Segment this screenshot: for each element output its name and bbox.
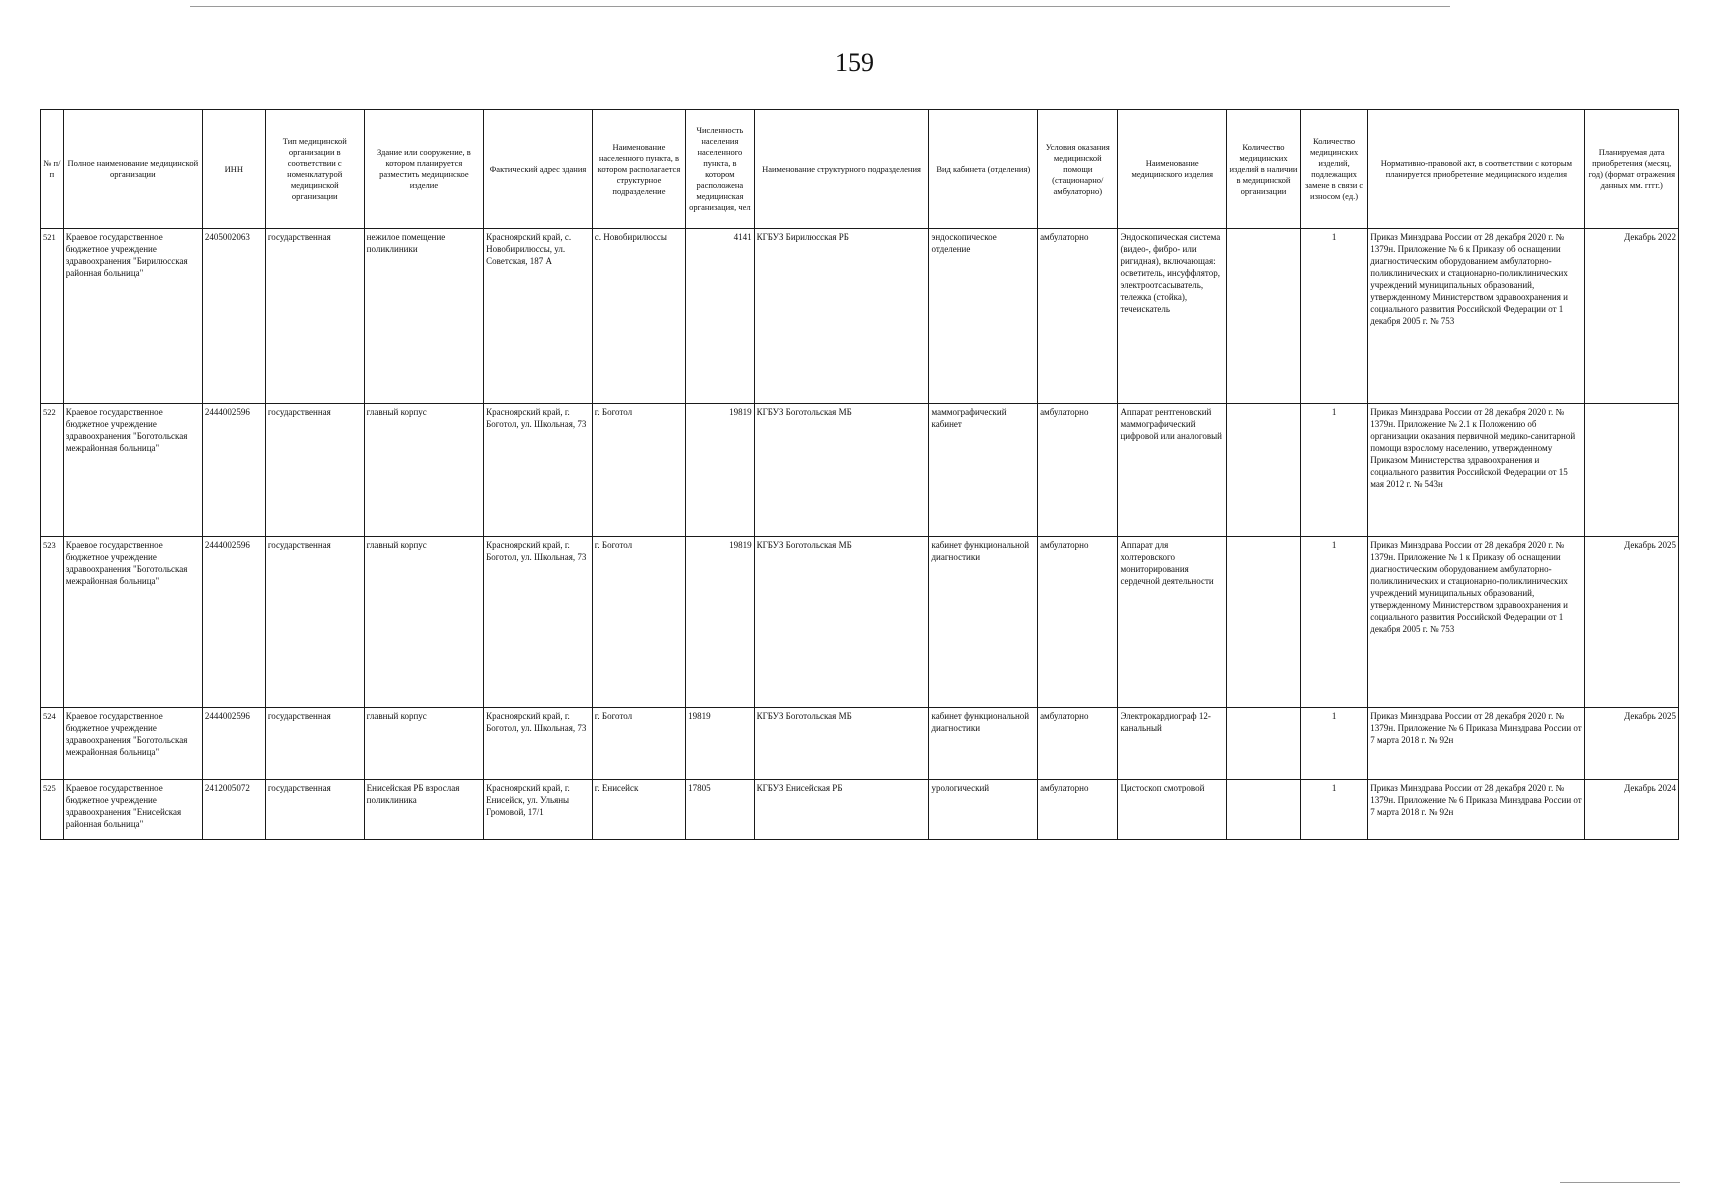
cell-division: КГБУЗ Боготольская МБ <box>754 708 929 780</box>
page-number: 159 <box>835 48 874 77</box>
cell-replace: 1 <box>1300 537 1367 708</box>
cell-in-stock <box>1227 404 1301 537</box>
cell-device: Аппарат рентгеновский маммографический цифровой или аналоговый <box>1118 404 1227 537</box>
cell-address: Красноярский край, с. Новобирилюссы, ул. Советская, 187 А <box>484 229 593 404</box>
cell-inn: 2405002063 <box>202 229 265 404</box>
cell-conditions: амбулаторно <box>1038 537 1118 708</box>
cell-settlement: г. Боготол <box>592 708 685 780</box>
header-conditions: Условия оказания медицинской помощи (стационарно/ амбулаторно) <box>1038 110 1118 229</box>
cell-in-stock <box>1227 780 1301 840</box>
header-settlement: Наименование населенного пункта, в котором располагается структурное подразделение <box>592 110 685 229</box>
cell-cabinet: кабинет функциональной диагностики <box>929 537 1038 708</box>
cell-address: Красноярский край, г. Боготол, ул. Школьная, 73 <box>484 537 593 708</box>
cell-type: государственная <box>265 229 364 404</box>
header-division: Наименование структурного подразделения <box>754 110 929 229</box>
cell-type: государственная <box>265 404 364 537</box>
cell-org: Краевое государственное бюджетное учреждение здравоохранения "Боготольская межрайонная больница" <box>63 404 202 537</box>
header-type: Тип медицинской организации в соответствии с номенклатурой медицинской организации <box>265 110 364 229</box>
medical-equipment-table <box>40 109 1679 840</box>
cell-num: 522 <box>41 404 64 537</box>
cell-building: Енисейская РБ взрослая поликлиника <box>364 780 483 840</box>
cell-date: Декабрь 2022 <box>1585 229 1679 404</box>
header-address: Фактический адрес здания <box>484 110 593 229</box>
cell-replace: 1 <box>1300 780 1367 840</box>
header-inn: ИНН <box>202 110 265 229</box>
table-row <box>41 404 1679 537</box>
cell-settlement: г. Енисейск <box>592 780 685 840</box>
cell-type: государственная <box>265 537 364 708</box>
cell-settlement: г. Боготол <box>592 404 685 537</box>
cell-inn: 2444002596 <box>202 708 265 780</box>
header-device: Наименование медицинского изделия <box>1118 110 1227 229</box>
cell-cabinet: маммографический кабинет <box>929 404 1038 537</box>
table-row <box>41 708 1679 780</box>
header-replace: Количество медицинских изделий, подлежащих замене в связи с износом (ед.) <box>1300 110 1367 229</box>
header-in-stock: Количество медицинских изделий в наличии в медицинской организации <box>1227 110 1301 229</box>
cell-cabinet: эндоскопическое отделение <box>929 229 1038 404</box>
cell-date: Декабрь 2025 <box>1585 708 1679 780</box>
cell-date: Декабрь 2025 <box>1585 537 1679 708</box>
cell-population: 19819 <box>686 404 754 537</box>
cell-population: 19819 <box>686 708 754 780</box>
cell-device: Электрокардиограф 12-канальный <box>1118 708 1227 780</box>
cell-building: нежилое помещение поликлиники <box>364 229 483 404</box>
cell-act: Приказ Минздрава России от 28 декабря 2020 г. № 1379н. Приложение № 6 Приказа Минздрава России от 7 марта 2018 г. № 92н <box>1368 708 1585 780</box>
cell-address: Красноярский край, г. Боготол, ул. Школьная, 73 <box>484 708 593 780</box>
cell-settlement: г. Боготол <box>592 537 685 708</box>
table-header-row <box>41 110 1679 229</box>
cell-conditions: амбулаторно <box>1038 229 1118 404</box>
cell-device: Аппарат для холтеровского мониторирования сердечной деятельности <box>1118 537 1227 708</box>
cell-building: главный корпус <box>364 537 483 708</box>
cell-conditions: амбулаторно <box>1038 404 1118 537</box>
cell-device: Эндоскопическая система (видео-, фибро- или ригидная), включающая: осветитель, инсуффлятор, электроотсасыватель, тележка (стойка), течеискатель <box>1118 229 1227 404</box>
cell-population: 17805 <box>686 780 754 840</box>
cell-in-stock <box>1227 537 1301 708</box>
cell-type: государственная <box>265 780 364 840</box>
cell-cabinet: урологический <box>929 780 1038 840</box>
cell-act: Приказ Минздрава России от 28 декабря 2020 г. № 1379н. Приложение № 1 к Приказу об оснащении диагностическим оборудованием амбулаторно-поликлинических и стационарно-поликлинических учреждений муниципальных образований, утвержденному Министерством здравоохранения и социального развития Российской Федерации от 1 декабря 2005 г. № 753 <box>1368 537 1585 708</box>
cell-device: Цистоскоп смотровой <box>1118 780 1227 840</box>
cell-replace: 1 <box>1300 229 1367 404</box>
cell-org: Краевое государственное бюджетное учреждение здравоохранения "Боготольская межрайонная больница" <box>63 708 202 780</box>
cell-division: КГБУЗ Бирилюсская РБ <box>754 229 929 404</box>
scan-edge-line-bottom <box>1560 1182 1680 1183</box>
header-building: Здание или сооружение, в котором планируется разместить медицинское изделие <box>364 110 483 229</box>
table-row <box>41 229 1679 404</box>
cell-division: КГБУЗ Боготольская МБ <box>754 537 929 708</box>
table-row <box>41 780 1679 840</box>
cell-conditions: амбулаторно <box>1038 780 1118 840</box>
cell-act: Приказ Минздрава России от 28 декабря 2020 г. № 1379н. Приложение № 6 Приказа Минздрава России от 7 марта 2018 г. № 92н <box>1368 780 1585 840</box>
cell-inn: 2444002596 <box>202 537 265 708</box>
cell-inn: 2444002596 <box>202 404 265 537</box>
cell-building: главный корпус <box>364 404 483 537</box>
cell-replace: 1 <box>1300 404 1367 537</box>
cell-replace: 1 <box>1300 708 1367 780</box>
cell-inn: 2412005072 <box>202 780 265 840</box>
cell-conditions: амбулаторно <box>1038 708 1118 780</box>
cell-org: Краевое государственное бюджетное учреждение здравоохранения "Боготольская межрайонная больница" <box>63 537 202 708</box>
header-cabinet: Вид кабинета (отделения) <box>929 110 1038 229</box>
scan-edge-line <box>190 6 1450 7</box>
cell-date: Декабрь 2024 <box>1585 780 1679 840</box>
cell-population: 4141 <box>686 229 754 404</box>
cell-num: 524 <box>41 708 64 780</box>
cell-building: главный корпус <box>364 708 483 780</box>
cell-population: 19819 <box>686 537 754 708</box>
cell-num: 521 <box>41 229 64 404</box>
cell-num: 523 <box>41 537 64 708</box>
cell-address: Красноярский край, г. Боготол, ул. Школьная, 73 <box>484 404 593 537</box>
cell-org: Краевое государственное бюджетное учреждение здравоохранения "Енисейская районная больница" <box>63 780 202 840</box>
cell-in-stock <box>1227 229 1301 404</box>
header-act: Нормативно-правовой акт, в соответствии с которым планируется приобретение медицинского изделия <box>1368 110 1585 229</box>
header-num: № п/п <box>41 110 64 229</box>
cell-division: КГБУЗ Боготольская МБ <box>754 404 929 537</box>
cell-date <box>1585 404 1679 537</box>
cell-in-stock <box>1227 708 1301 780</box>
header-org: Полное наименование медицинской организации <box>63 110 202 229</box>
cell-address: Красноярский край, г. Енисейск, ул. Ульяны Громовой, 17/1 <box>484 780 593 840</box>
header-date: Планируемая дата приобретения (месяц, год) (формат отражения данных мм. гггг.) <box>1585 110 1679 229</box>
cell-act: Приказ Минздрава России от 28 декабря 2020 г. № 1379н. Приложение № 6 к Приказу об оснащении диагностическим оборудованием амбулаторно-поликлинических и стационарно-поликлинических учреждений муниципальных образований, утвержденному Министерством здравоохранения и социального развития Российской Федерации от 1 декабря 2005 г. № 753 <box>1368 229 1585 404</box>
cell-settlement: с. Новобирилюссы <box>592 229 685 404</box>
cell-num: 525 <box>41 780 64 840</box>
cell-act: Приказ Минздрава России от 28 декабря 2020 г. № 1379н. Приложение № 2.1 к Положению об организации оказания первичной медико-санитарной помощи взрослому населению, утвержденному Приказом Министерства здравоохранения и социального развития Российской Федерации от 15 мая 2012 г. № 543н <box>1368 404 1585 537</box>
cell-org: Краевое государственное бюджетное учреждение здравоохранения "Бирилюсская районная больница" <box>63 229 202 404</box>
cell-type: государственная <box>265 708 364 780</box>
table-row <box>41 537 1679 708</box>
cell-cabinet: кабинет функциональной диагностики <box>929 708 1038 780</box>
header-population: Численность населения населенного пункта, в котором расположена медицинская организация, чел <box>686 110 754 229</box>
cell-division: КГБУЗ Енисейская РБ <box>754 780 929 840</box>
